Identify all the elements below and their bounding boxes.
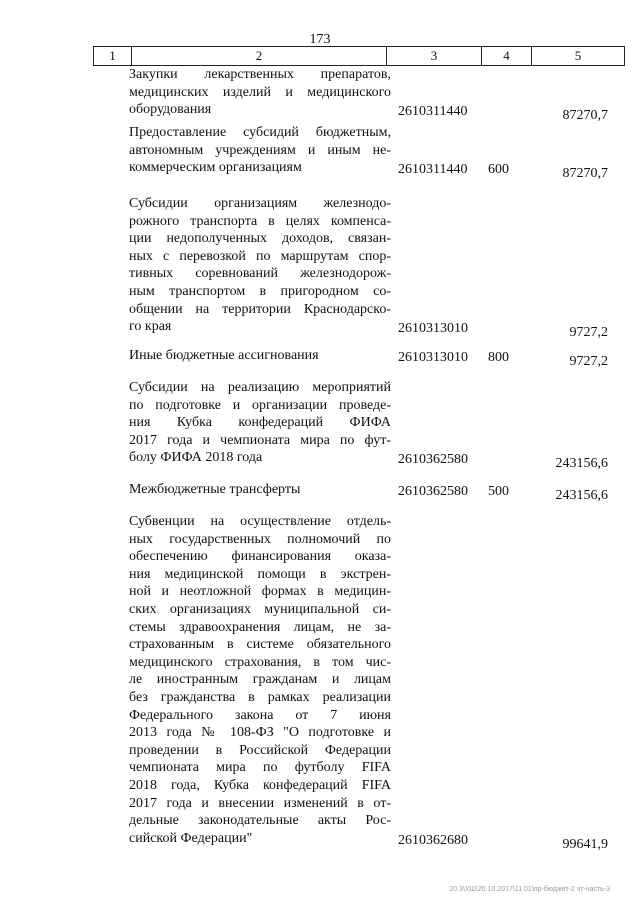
row-amount: 87270,7 <box>562 108 608 124</box>
row-description <box>129 513 391 847</box>
description-line: общении на территории Краснодарско- <box>129 301 391 317</box>
description-line: 2013 года № 108-ФЗ "О подготовке и <box>129 725 391 741</box>
table-header <box>93 46 625 66</box>
description-line: ным транспортом в пригородном со- <box>129 283 391 299</box>
header-col-4: 4 <box>482 47 532 65</box>
description-line: ских организациях муниципальной си- <box>129 601 391 617</box>
description-line: Иные бюджетные ассигнования <box>129 348 319 363</box>
row-code: 2610362580 <box>398 452 468 468</box>
row-description <box>129 347 391 365</box>
row-amount: 243156,6 <box>555 488 608 503</box>
description-line: сийской Федерации" <box>129 830 253 846</box>
description-line: обеспечению финансирования оказа- <box>129 549 391 565</box>
row-code: 2610362580 <box>398 484 468 499</box>
description-line: ных государственных полномочий по <box>129 531 391 547</box>
header-col-3: 3 <box>387 47 482 65</box>
description-line: 2017 года и чемпионата мира по фут- <box>129 432 391 448</box>
row-amount: 87270,7 <box>562 166 608 182</box>
description-line: Предоставление субсидий бюджетным, <box>129 125 391 140</box>
row-code: 2610311440 <box>398 162 468 178</box>
description-line: ных с перевозкой по маршрутам спор- <box>129 248 391 264</box>
description-line: страхованным в системе обязательного <box>129 637 391 653</box>
description-line: 2017 года и внесении изменений в от- <box>129 795 391 811</box>
description-line: го края <box>129 319 172 335</box>
description-line: Субсидии организациям железнодо- <box>129 196 391 211</box>
description-line: чемпионата мира по футболу FIFA <box>129 760 391 776</box>
description-line: Субвенции на осуществление отдель- <box>129 514 391 529</box>
row-amount: 99641,9 <box>562 836 608 852</box>
description-line: автономным учреждениям и иным не- <box>129 142 391 158</box>
row-description <box>129 481 391 499</box>
row-description <box>129 195 391 336</box>
row-description <box>129 379 391 467</box>
description-line: проведении в Российской Федерации <box>129 742 391 758</box>
description-line: тивных соревнований железнодорож- <box>129 266 391 282</box>
description-line: Межбюджетные трансферты <box>129 482 301 497</box>
description-line: стемы здравоохранения лицам, не за- <box>129 619 391 635</box>
description-line: по подготовке и организации проведе- <box>129 397 391 413</box>
row-expense-type: 500 <box>488 484 509 499</box>
description-line: без гражданства в рамках реализации <box>129 689 391 705</box>
page-number: 173 <box>309 32 331 47</box>
description-line: ции недополученных доходов, связан- <box>129 231 391 247</box>
description-line: 2018 года, Кубка конфедераций FIFA <box>129 777 391 793</box>
row-description <box>129 66 391 119</box>
row-description <box>129 124 391 177</box>
row-expense-type: 800 <box>488 350 509 365</box>
row-amount: 9727,2 <box>569 354 608 369</box>
description-line: Федерального закона от 7 июня <box>129 707 391 723</box>
description-line: медицинского страхования, в том чис- <box>129 654 391 670</box>
description-line: ния медицинской помощи в экстрен- <box>129 566 391 582</box>
description-line: коммерческим организациям <box>129 160 302 176</box>
header-col-5: 5 <box>574 48 582 63</box>
row-amount: 9727,2 <box>569 325 608 341</box>
description-line: дельные законодательные акты Рос- <box>129 813 391 829</box>
row-code: 2610311440 <box>398 104 468 120</box>
description-line: ле иностранным гражданам и лицам <box>129 672 391 688</box>
row-code: 2610362680 <box>398 832 468 848</box>
row-expense-type: 600 <box>488 162 509 178</box>
description-line: ной и неотложной формах в медицин- <box>129 584 391 600</box>
description-line: болу ФИФА 2018 года <box>129 450 263 466</box>
description-line: оборудования <box>129 102 212 118</box>
row-amount: 243156,6 <box>555 456 608 472</box>
description-line: Субсидии на реализацию мероприятий <box>129 380 391 395</box>
row-code: 2610313010 <box>398 350 468 365</box>
footer-note: 20.3\ХШ\20.10.2017\11 01\пр-бюджет-2 чт-часть-3 <box>449 886 610 893</box>
description-line: медицинских изделий и медицинского <box>129 84 391 100</box>
header-col-2: 2 <box>132 47 387 65</box>
header-col-1: 1 <box>94 47 132 65</box>
row-code: 2610313010 <box>398 321 468 337</box>
description-line: ния Кубка конфедераций ФИФА <box>129 415 391 431</box>
description-line: рожного транспорта в целях компенса- <box>129 213 391 229</box>
description-line: Закупки лекарственных препаратов, <box>129 67 391 82</box>
